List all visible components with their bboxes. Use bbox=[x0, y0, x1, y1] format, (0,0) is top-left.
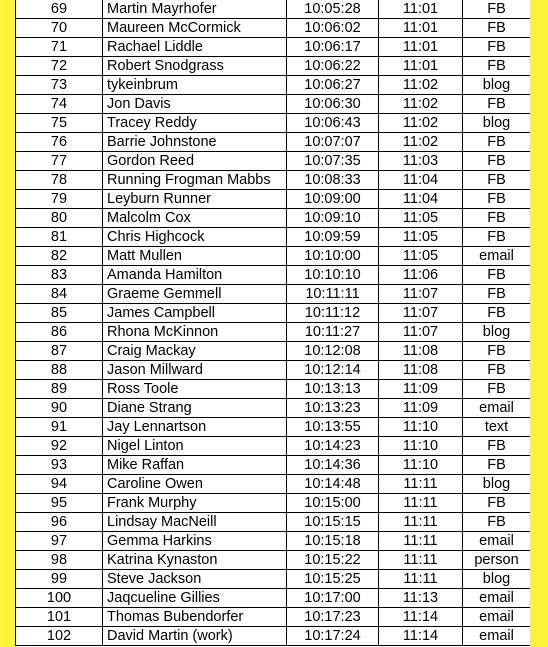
pace-cell: 11:11 bbox=[379, 532, 463, 551]
table-row bbox=[16, 418, 531, 437]
pace-cell: 11:08 bbox=[379, 361, 463, 380]
table-row bbox=[16, 209, 531, 228]
source-cell: email bbox=[463, 399, 531, 418]
source-cell: email bbox=[463, 532, 531, 551]
position-cell: 75 bbox=[16, 114, 103, 133]
runner-name-cell: Nigel Linton bbox=[103, 437, 287, 456]
finish-time-cell: 10:13:55 bbox=[287, 418, 379, 437]
finish-time-cell: 10:15:18 bbox=[287, 532, 379, 551]
pace-cell: 11:05 bbox=[379, 209, 463, 228]
finish-time-cell: 10:09:10 bbox=[287, 209, 379, 228]
pace-cell: 11:09 bbox=[379, 380, 463, 399]
table-row bbox=[16, 19, 531, 38]
runner-name-cell: Gordon Reed bbox=[103, 152, 287, 171]
source-cell: FB bbox=[463, 228, 531, 247]
pace-cell: 11:11 bbox=[379, 551, 463, 570]
source-cell: FB bbox=[463, 266, 531, 285]
table-row bbox=[16, 589, 531, 608]
position-cell: 74 bbox=[16, 95, 103, 114]
runner-name-cell: Caroline Owen bbox=[103, 475, 287, 494]
pace-cell: 11:01 bbox=[379, 19, 463, 38]
pace-cell: 11:07 bbox=[379, 304, 463, 323]
pace-cell: 11:07 bbox=[379, 323, 463, 342]
table-row bbox=[16, 342, 531, 361]
runner-name-cell: Rachael Liddle bbox=[103, 38, 287, 57]
table-row bbox=[16, 133, 531, 152]
source-cell: blog bbox=[463, 76, 531, 95]
finish-time-cell: 10:05:28 bbox=[287, 0, 379, 19]
pace-cell: 11:02 bbox=[379, 76, 463, 95]
pace-cell: 11:14 bbox=[379, 627, 463, 646]
position-cell: 72 bbox=[16, 57, 103, 76]
pace-cell: 11:04 bbox=[379, 171, 463, 190]
runner-name-cell: Thomas Bubendorfer bbox=[103, 608, 287, 627]
runner-name-cell: Leyburn Runner bbox=[103, 190, 287, 209]
source-cell: FB bbox=[463, 171, 531, 190]
source-cell: FB bbox=[463, 437, 531, 456]
runner-name-cell: Amanda Hamilton bbox=[103, 266, 287, 285]
finish-time-cell: 10:06:30 bbox=[287, 95, 379, 114]
position-cell: 90 bbox=[16, 399, 103, 418]
table-row bbox=[16, 95, 531, 114]
runner-name-cell: Gemma Harkins bbox=[103, 532, 287, 551]
position-cell: 84 bbox=[16, 285, 103, 304]
table-row bbox=[16, 190, 531, 209]
runner-name-cell: Jason Millward bbox=[103, 361, 287, 380]
runner-name-cell: Frank Murphy bbox=[103, 494, 287, 513]
pace-cell: 11:02 bbox=[379, 133, 463, 152]
pace-cell: 11:05 bbox=[379, 228, 463, 247]
runner-name-cell: Diane Strang bbox=[103, 399, 287, 418]
table-row bbox=[16, 513, 531, 532]
runner-name-cell: Martin Mayrhofer bbox=[103, 0, 287, 19]
finish-time-cell: 10:15:00 bbox=[287, 494, 379, 513]
finish-time-cell: 10:06:17 bbox=[287, 38, 379, 57]
pace-cell: 11:10 bbox=[379, 418, 463, 437]
table-row bbox=[16, 399, 531, 418]
position-cell: 91 bbox=[16, 418, 103, 437]
position-cell: 98 bbox=[16, 551, 103, 570]
source-cell: FB bbox=[463, 190, 531, 209]
source-cell: blog bbox=[463, 475, 531, 494]
pace-cell: 11:06 bbox=[379, 266, 463, 285]
table-row bbox=[16, 57, 531, 76]
table-row bbox=[16, 494, 531, 513]
table-row bbox=[16, 76, 531, 95]
runner-name-cell: Chris Highcock bbox=[103, 228, 287, 247]
position-cell: 87 bbox=[16, 342, 103, 361]
runner-name-cell: Lindsay MacNeill bbox=[103, 513, 287, 532]
runner-name-cell: Jaqcueline Gillies bbox=[103, 589, 287, 608]
source-cell: FB bbox=[463, 57, 531, 76]
source-cell: email bbox=[463, 247, 531, 266]
table-row bbox=[16, 285, 531, 304]
position-cell: 69 bbox=[16, 0, 103, 19]
runner-name-cell: Jay Lennartson bbox=[103, 418, 287, 437]
source-cell: FB bbox=[463, 494, 531, 513]
position-cell: 78 bbox=[16, 171, 103, 190]
pace-cell: 11:13 bbox=[379, 589, 463, 608]
position-cell: 100 bbox=[16, 589, 103, 608]
position-cell: 71 bbox=[16, 38, 103, 57]
table-row bbox=[16, 627, 531, 646]
finish-time-cell: 10:07:07 bbox=[287, 133, 379, 152]
position-cell: 93 bbox=[16, 456, 103, 475]
position-cell: 97 bbox=[16, 532, 103, 551]
source-cell: FB bbox=[463, 361, 531, 380]
pace-cell: 11:01 bbox=[379, 57, 463, 76]
finish-time-cell: 10:14:36 bbox=[287, 456, 379, 475]
results-sheet bbox=[15, 0, 530, 647]
source-cell: FB bbox=[463, 285, 531, 304]
finish-time-cell: 10:09:59 bbox=[287, 228, 379, 247]
source-cell: email bbox=[463, 589, 531, 608]
pace-cell: 11:01 bbox=[379, 38, 463, 57]
position-cell: 101 bbox=[16, 608, 103, 627]
finish-time-cell: 10:15:15 bbox=[287, 513, 379, 532]
position-cell: 77 bbox=[16, 152, 103, 171]
runner-name-cell: Running Frogman Mabbs bbox=[103, 171, 287, 190]
finish-time-cell: 10:14:23 bbox=[287, 437, 379, 456]
finish-time-cell: 10:13:23 bbox=[287, 399, 379, 418]
pace-cell: 11:10 bbox=[379, 437, 463, 456]
source-cell: text bbox=[463, 418, 531, 437]
pace-cell: 11:05 bbox=[379, 247, 463, 266]
table-row bbox=[16, 532, 531, 551]
finish-time-cell: 10:12:14 bbox=[287, 361, 379, 380]
finish-time-cell: 10:13:13 bbox=[287, 380, 379, 399]
pace-cell: 11:11 bbox=[379, 494, 463, 513]
runner-name-cell: Rhona McKinnon bbox=[103, 323, 287, 342]
position-cell: 82 bbox=[16, 247, 103, 266]
source-cell: blog bbox=[463, 323, 531, 342]
finish-time-cell: 10:14:48 bbox=[287, 475, 379, 494]
pace-cell: 11:03 bbox=[379, 152, 463, 171]
source-cell: FB bbox=[463, 133, 531, 152]
pace-cell: 11:02 bbox=[379, 114, 463, 133]
source-cell: email bbox=[463, 608, 531, 627]
table-row bbox=[16, 114, 531, 133]
runner-name-cell: Ross Toole bbox=[103, 380, 287, 399]
table-row bbox=[16, 323, 531, 342]
finish-time-cell: 10:15:25 bbox=[287, 570, 379, 589]
source-cell: FB bbox=[463, 19, 531, 38]
runner-name-cell: Jon Davis bbox=[103, 95, 287, 114]
pace-cell: 11:07 bbox=[379, 285, 463, 304]
position-cell: 99 bbox=[16, 570, 103, 589]
source-cell: FB bbox=[463, 304, 531, 323]
source-cell: FB bbox=[463, 38, 531, 57]
source-cell: blog bbox=[463, 570, 531, 589]
finish-time-cell: 10:09:00 bbox=[287, 190, 379, 209]
pace-cell: 11:02 bbox=[379, 95, 463, 114]
finish-time-cell: 10:06:02 bbox=[287, 19, 379, 38]
position-cell: 95 bbox=[16, 494, 103, 513]
finish-time-cell: 10:15:22 bbox=[287, 551, 379, 570]
pace-cell: 11:11 bbox=[379, 570, 463, 589]
source-cell: blog bbox=[463, 114, 531, 133]
table-row bbox=[16, 608, 531, 627]
finish-time-cell: 10:06:27 bbox=[287, 76, 379, 95]
source-cell: FB bbox=[463, 513, 531, 532]
table-row bbox=[16, 437, 531, 456]
position-cell: 76 bbox=[16, 133, 103, 152]
source-cell: email bbox=[463, 627, 531, 646]
runner-name-cell: Tracey Reddy bbox=[103, 114, 287, 133]
pace-cell: 11:04 bbox=[379, 190, 463, 209]
position-cell: 70 bbox=[16, 19, 103, 38]
finish-time-cell: 10:12:08 bbox=[287, 342, 379, 361]
pace-cell: 11:11 bbox=[379, 475, 463, 494]
source-cell: FB bbox=[463, 209, 531, 228]
table-row bbox=[16, 380, 531, 399]
position-cell: 96 bbox=[16, 513, 103, 532]
runner-name-cell: Katrina Kynaston bbox=[103, 551, 287, 570]
finish-time-cell: 10:17:23 bbox=[287, 608, 379, 627]
finish-time-cell: 10:10:00 bbox=[287, 247, 379, 266]
finish-time-cell: 10:17:24 bbox=[287, 627, 379, 646]
table-row bbox=[16, 475, 531, 494]
table-row bbox=[16, 361, 531, 380]
table-row bbox=[16, 152, 531, 171]
runner-name-cell: Robert Snodgrass bbox=[103, 57, 287, 76]
position-cell: 81 bbox=[16, 228, 103, 247]
results-table bbox=[15, 0, 530, 646]
position-cell: 102 bbox=[16, 627, 103, 646]
source-cell: person bbox=[463, 551, 531, 570]
position-cell: 80 bbox=[16, 209, 103, 228]
table-row bbox=[16, 38, 531, 57]
finish-time-cell: 10:08:33 bbox=[287, 171, 379, 190]
source-cell: FB bbox=[463, 342, 531, 361]
runner-name-cell: Barrie Johnstone bbox=[103, 133, 287, 152]
table-row bbox=[16, 304, 531, 323]
pace-cell: 11:11 bbox=[379, 513, 463, 532]
source-cell: FB bbox=[463, 0, 531, 19]
runner-name-cell: Matt Mullen bbox=[103, 247, 287, 266]
table-row bbox=[16, 228, 531, 247]
finish-time-cell: 10:11:12 bbox=[287, 304, 379, 323]
finish-time-cell: 10:17:00 bbox=[287, 589, 379, 608]
table-row bbox=[16, 247, 531, 266]
runner-name-cell: Steve Jackson bbox=[103, 570, 287, 589]
results-table-body bbox=[16, 0, 531, 646]
position-cell: 86 bbox=[16, 323, 103, 342]
runner-name-cell: Mike Raffan bbox=[103, 456, 287, 475]
position-cell: 73 bbox=[16, 76, 103, 95]
table-row bbox=[16, 551, 531, 570]
pace-cell: 11:01 bbox=[379, 0, 463, 19]
runner-name-cell: David Martin (work) bbox=[103, 627, 287, 646]
position-cell: 85 bbox=[16, 304, 103, 323]
source-cell: FB bbox=[463, 456, 531, 475]
source-cell: FB bbox=[463, 152, 531, 171]
finish-time-cell: 10:10:10 bbox=[287, 266, 379, 285]
source-cell: FB bbox=[463, 380, 531, 399]
finish-time-cell: 10:11:27 bbox=[287, 323, 379, 342]
runner-name-cell: Maureen McCormick bbox=[103, 19, 287, 38]
position-cell: 94 bbox=[16, 475, 103, 494]
finish-time-cell: 10:06:22 bbox=[287, 57, 379, 76]
runner-name-cell: Graeme Gemmell bbox=[103, 285, 287, 304]
runner-name-cell: tykeinbrum bbox=[103, 76, 287, 95]
position-cell: 89 bbox=[16, 380, 103, 399]
table-row bbox=[16, 456, 531, 475]
pace-cell: 11:14 bbox=[379, 608, 463, 627]
pace-cell: 11:08 bbox=[379, 342, 463, 361]
table-row bbox=[16, 266, 531, 285]
table-row bbox=[16, 171, 531, 190]
position-cell: 88 bbox=[16, 361, 103, 380]
position-cell: 79 bbox=[16, 190, 103, 209]
finish-time-cell: 10:06:43 bbox=[287, 114, 379, 133]
runner-name-cell: Malcolm Cox bbox=[103, 209, 287, 228]
source-cell: FB bbox=[463, 95, 531, 114]
runner-name-cell: James Campbell bbox=[103, 304, 287, 323]
table-row bbox=[16, 570, 531, 589]
table-row bbox=[16, 0, 531, 19]
finish-time-cell: 10:07:35 bbox=[287, 152, 379, 171]
position-cell: 92 bbox=[16, 437, 103, 456]
pace-cell: 11:10 bbox=[379, 456, 463, 475]
position-cell: 83 bbox=[16, 266, 103, 285]
pace-cell: 11:09 bbox=[379, 399, 463, 418]
finish-time-cell: 10:11:11 bbox=[287, 285, 379, 304]
runner-name-cell: Craig Mackay bbox=[103, 342, 287, 361]
